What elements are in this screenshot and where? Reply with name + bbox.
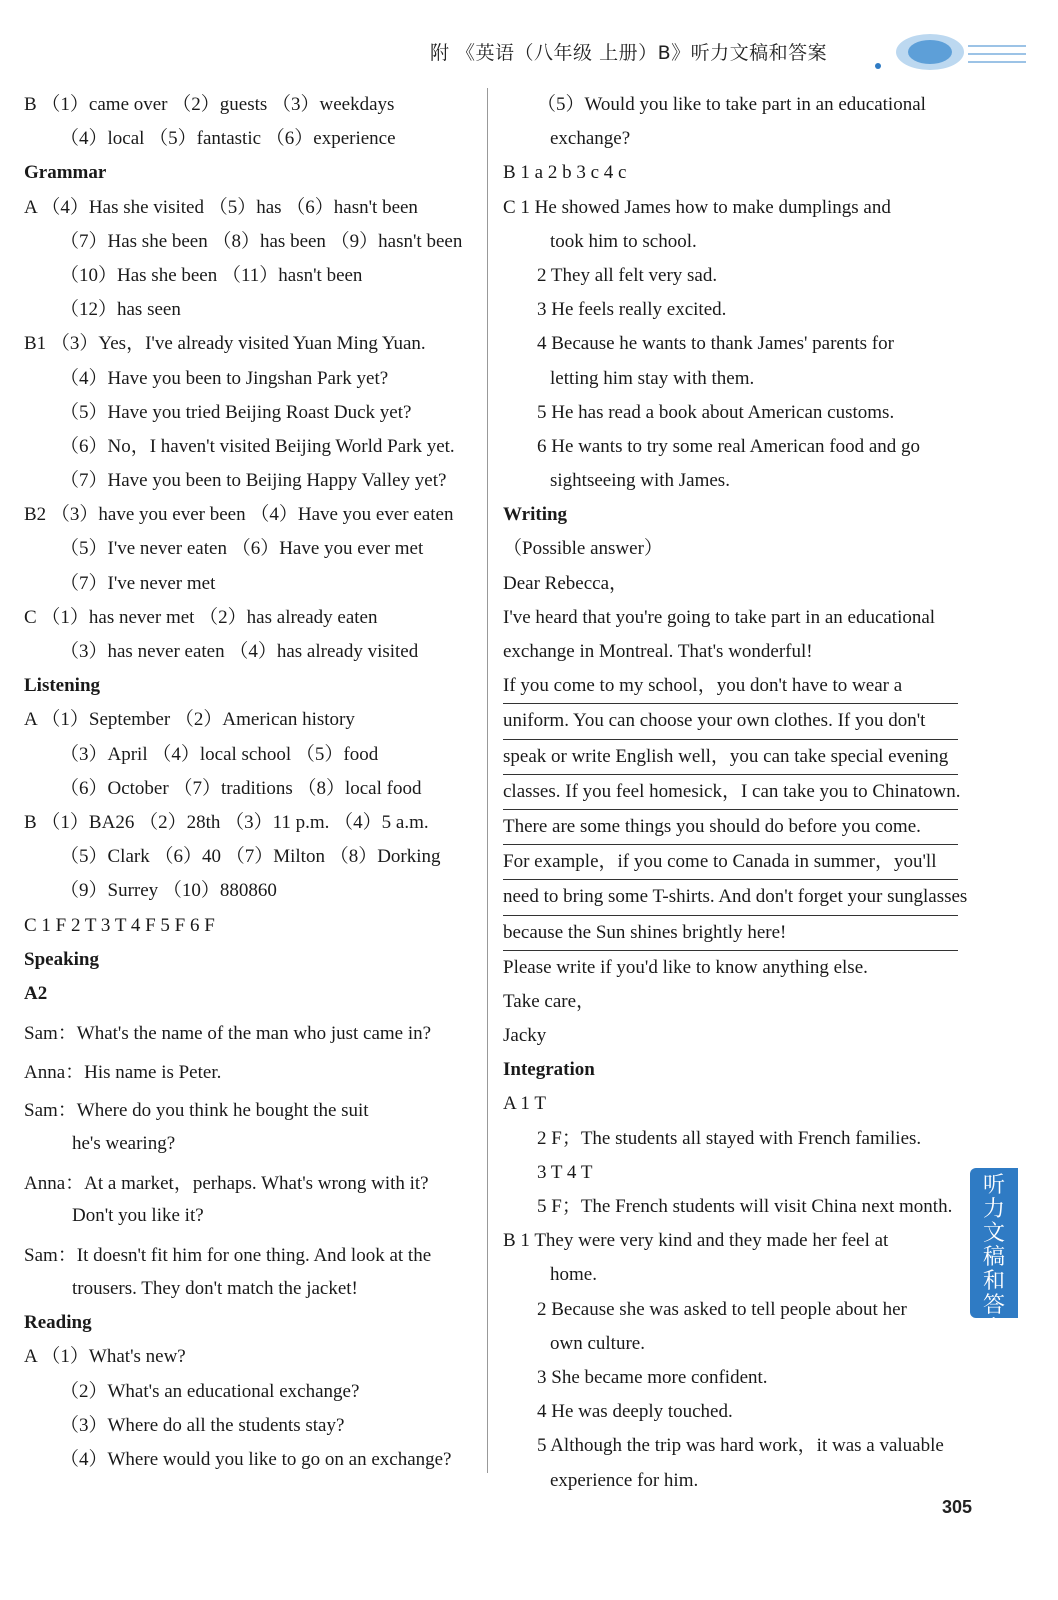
right-text-line: 2 Because she was asked to tell people about her [537, 1298, 907, 1320]
left-text-line: B1 （3）Yes，I've already visited Yuan Ming Yuan. [24, 333, 426, 355]
left-text-line: A （1）What's new? [24, 1346, 186, 1368]
right-text-line: 3 He feels really excited. [537, 299, 727, 321]
left-text-line: Sam：It doesn't fit him for one thing. And look at the [24, 1245, 432, 1267]
left-text-line: （7）Have you been to Beijing Happy Valley yet? [60, 470, 447, 492]
right-text-line: B 1 a 2 b 3 c 4 c [503, 162, 627, 184]
side-tab [970, 1168, 1018, 1342]
right-text-line: need to bring some T-shirts. And don't forget your sunglasses [503, 880, 958, 915]
right-text-line: 4 He was deeply touched. [537, 1401, 733, 1423]
left-text-line: （4）Where would you like to go on an exchange? [60, 1448, 452, 1470]
right-text-line: If you come to my school，you don't have to wear a [503, 669, 958, 704]
right-text-line: exchange? [550, 128, 631, 150]
right-text-line: letting him stay with them. [550, 367, 755, 389]
left-text-line: B2 （3）have you ever been （4）Have you ever eaten [24, 504, 454, 526]
left-text-line: （4）Have you been to Jingshan Park yet? [60, 367, 389, 389]
right-text-line: took him to school. [550, 230, 697, 252]
left-text-line: C （1）has never met （2）has already eaten [24, 606, 378, 628]
right-text-line: （Possible answer） [503, 538, 663, 560]
left-text-line: Sam：Where do you think he bought the suit [24, 1100, 369, 1122]
left-text-line: he's wearing? [72, 1132, 176, 1154]
right-text-line: 3 She became more confident. [537, 1366, 768, 1388]
left-text-line: （12）has seen [60, 299, 181, 321]
right-text-line: uniform. You can choose your own clothes. If you don't [503, 704, 958, 739]
left-text-line: B （1）came over （2）guests （3）weekdays [24, 94, 395, 115]
left-text-line: （9）Surrey （10）880860 [60, 880, 277, 902]
left-text-line: （3）April （4）local school （5）food [60, 743, 379, 765]
right-text-line: 2 F；The students all stayed with French families. [537, 1127, 922, 1149]
side-tab-label: 听 力 文 稿 和 答 案 [982, 1173, 1005, 1342]
right-text-line: 4 Because he wants to thank James' parents for [537, 333, 894, 355]
right-text-line: 5 F；The French students will visit China next month. [537, 1196, 953, 1217]
right-text-line: Take care， [503, 990, 596, 1012]
right-text-line: For example，if you come to Canada in summer，you'll [503, 845, 958, 880]
left-text-line: B （1）BA26 （2）28th （3）11 p.m. （4）5 a.m. [24, 811, 429, 833]
left-text-line: （5）Have you tried Beijing Roast Duck yet? [60, 401, 412, 423]
right-text-line: 6 He wants to try some real American food and go [537, 435, 921, 457]
right-text-line: speak or write English well，you can take special evening [503, 740, 958, 775]
left-text-line: Speaking [24, 948, 99, 970]
header-decoration-icon [868, 28, 1028, 78]
left-text-line: （6）No，I haven't visited Beijing World Park yet. [60, 435, 455, 457]
right-column [503, 88, 968, 1498]
right-text-line: 3 T 4 T [537, 1161, 593, 1183]
left-text-line: （4）local （5）fantastic （6）experience [60, 128, 396, 150]
right-text-line: Integration [503, 1059, 595, 1081]
left-text-line: Anna：His name is Peter. [24, 1061, 222, 1083]
left-text-line: （7）Has she been （8）has been （9）hasn't been [60, 230, 463, 252]
right-text-line: 5 Although the trip was hard work，it was a valuable [537, 1435, 944, 1457]
right-text-line: 5 He has read a book about American customs. [537, 401, 895, 423]
page-header: 附 《英语（八年级 上册）B》听力文稿和答案 [430, 42, 828, 64]
right-text-line: exchange in Montreal. That's wonderful! [503, 641, 813, 662]
left-text-line: （7）I've never met [60, 572, 216, 594]
right-text-line: sightseeing with James. [550, 470, 730, 492]
right-text-line: because the Sun shines brightly here! [503, 916, 958, 951]
left-text-line: （5）Clark （6）40 （7）Milton （8）Dorking [60, 846, 441, 868]
left-column [24, 88, 474, 1477]
left-text-line: Don't you like it? [72, 1205, 204, 1227]
left-text-line: A （4）Has she visited （5）has （6）hasn't been [24, 196, 418, 218]
right-text-line: （5）Would you like to take part in an educational [537, 94, 926, 115]
left-text-line: （2）What's an educational exchange? [60, 1380, 360, 1402]
right-text-line: 2 They all felt very sad. [537, 264, 718, 286]
left-text-line: Anna：At a market，perhaps. What's wrong with it? [24, 1172, 429, 1194]
left-text-line: trousers. They don't match the jacket! [72, 1277, 358, 1299]
right-text-line: There are some things you should do before you come. [503, 810, 958, 845]
right-text-line: Dear Rebecca， [503, 572, 629, 594]
right-text-line: home. [550, 1264, 597, 1286]
left-text-line: Sam：What's the name of the man who just came in? [24, 1023, 432, 1045]
right-text-line: Please write if you'd like to know anything else. [503, 956, 868, 978]
left-text-line: （3）Where do all the students stay? [60, 1414, 345, 1436]
left-text-line: （10）Has she been （11）hasn't been [60, 264, 363, 286]
column-divider [487, 88, 488, 1473]
left-text-line: （6）October （7）traditions （8）local food [60, 777, 422, 799]
right-text-line: Jacky [503, 1025, 547, 1047]
right-text-line: I've heard that you're going to take part in an educational [503, 606, 936, 628]
left-text-line: A2 [24, 982, 48, 1004]
left-text-line: （5）I've never eaten （6）Have you ever met [60, 538, 424, 560]
right-text-line: own culture. [550, 1332, 645, 1354]
right-text-line: C 1 He showed James how to make dumplings and [503, 196, 891, 218]
right-text-line: classes. If you feel homesick，I can take you to Chinatown. [503, 775, 958, 810]
left-text-line: （3）has never eaten （4）has already visited [60, 641, 419, 662]
right-text-line: B 1 They were very kind and they made her feel at [503, 1230, 889, 1252]
left-text-line: Listening [24, 675, 101, 697]
left-text-line: Grammar [24, 162, 107, 184]
right-text-line: experience for him. [550, 1469, 699, 1491]
page-number: 305 [942, 1497, 973, 1517]
right-text-line: A 1 T [503, 1093, 546, 1115]
right-text-line: Writing [503, 504, 568, 526]
left-text-line: C 1 F 2 T 3 T 4 F 5 F 6 F [24, 914, 215, 936]
left-text-line: Reading [24, 1312, 92, 1334]
left-text-line: A （1）September （2）American history [24, 709, 355, 731]
